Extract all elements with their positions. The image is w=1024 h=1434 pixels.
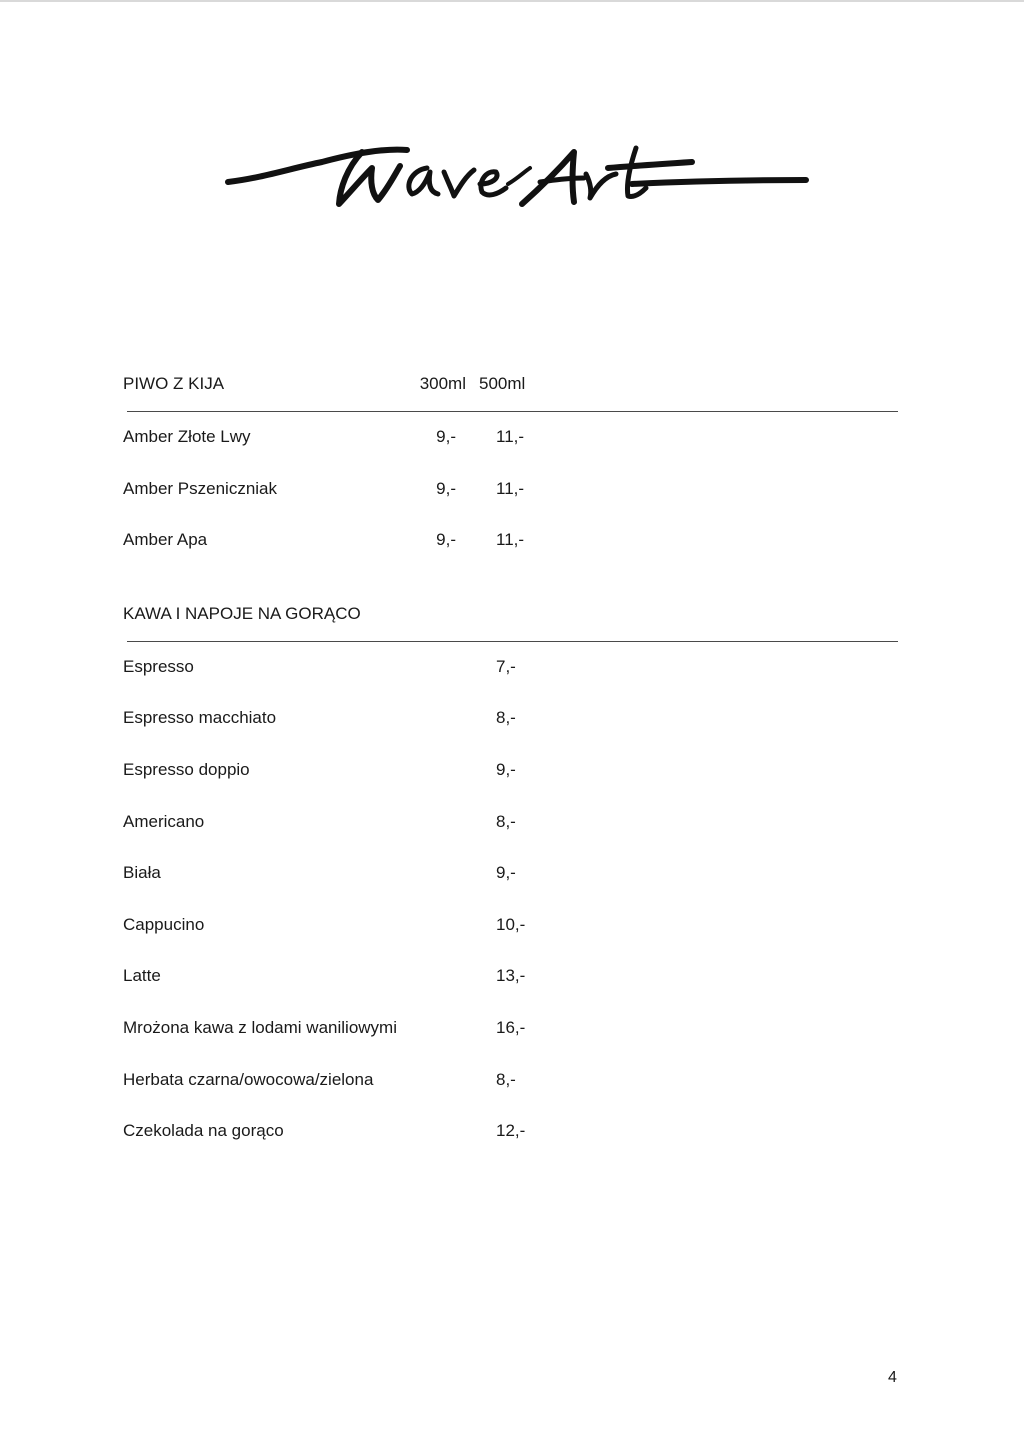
item-price: 13,- [496,966,526,986]
section-divider [127,411,898,412]
item-price-500ml: 11,- [496,530,525,550]
menu-item [123,909,898,961]
item-name: Mrożona kawa z lodami waniliowymi [123,1017,397,1037]
menu-item [123,754,898,806]
menu-item [123,1012,898,1064]
item-name: Americano [123,811,205,831]
menu-item [123,806,898,858]
item-name: Latte [123,966,161,986]
item-price-500ml: 11,- [496,427,525,446]
section-header-beer [123,370,898,398]
item-price-300ml: 9,- [436,478,456,498]
item-price: 9,- [496,759,516,779]
item-name: Espresso [123,656,194,676]
section-divider [127,641,898,642]
item-price-300ml: 9,- [436,530,456,550]
menu-item [123,1064,898,1116]
menu-content [123,370,898,1167]
menu-item [123,702,898,754]
item-price: 16,- [496,1017,526,1037]
section-title: PIWO Z KIJA [123,374,225,393]
menu-item [123,960,898,1012]
item-name: Biała [123,863,161,883]
column-header-300ml: 300ml [419,374,466,393]
item-price: 8,- [496,708,516,728]
section-header-coffee [123,600,898,628]
wave-art-logo [222,138,812,220]
item-name: Amber Złote Lwy [123,427,251,446]
item-name: Herbata czarna/owocowa/zielona [123,1069,374,1089]
menu-item [123,524,898,576]
column-header-500ml: 500ml [479,374,526,393]
menu-item [123,421,898,473]
menu-item [123,651,898,703]
section-title: KAWA I NAPOJE NA GORĄCO [123,603,361,623]
item-name: Cappucino [123,914,205,934]
item-price: 7,- [496,656,516,676]
item-name: Espresso doppio [123,759,250,779]
item-price: 12,- [496,1121,526,1141]
item-name: Amber Apa [123,530,208,550]
item-price: 8,- [496,1069,516,1089]
page-number: 4 [888,1369,897,1386]
item-name: Espresso macchiato [123,708,277,728]
logo-signature-icon [222,138,812,220]
menu-item [123,857,898,909]
item-price: 9,- [496,863,516,883]
item-name: Amber Pszeniczniak [123,478,278,498]
item-price-300ml: 9,- [436,427,456,446]
menu-item [123,1115,898,1167]
item-price: 10,- [496,914,526,934]
top-border [0,0,1024,2]
item-price-500ml: 11,- [496,478,525,498]
menu-item [123,473,898,525]
item-name: Czekolada na gorąco [123,1121,284,1141]
item-price: 8,- [496,811,516,831]
